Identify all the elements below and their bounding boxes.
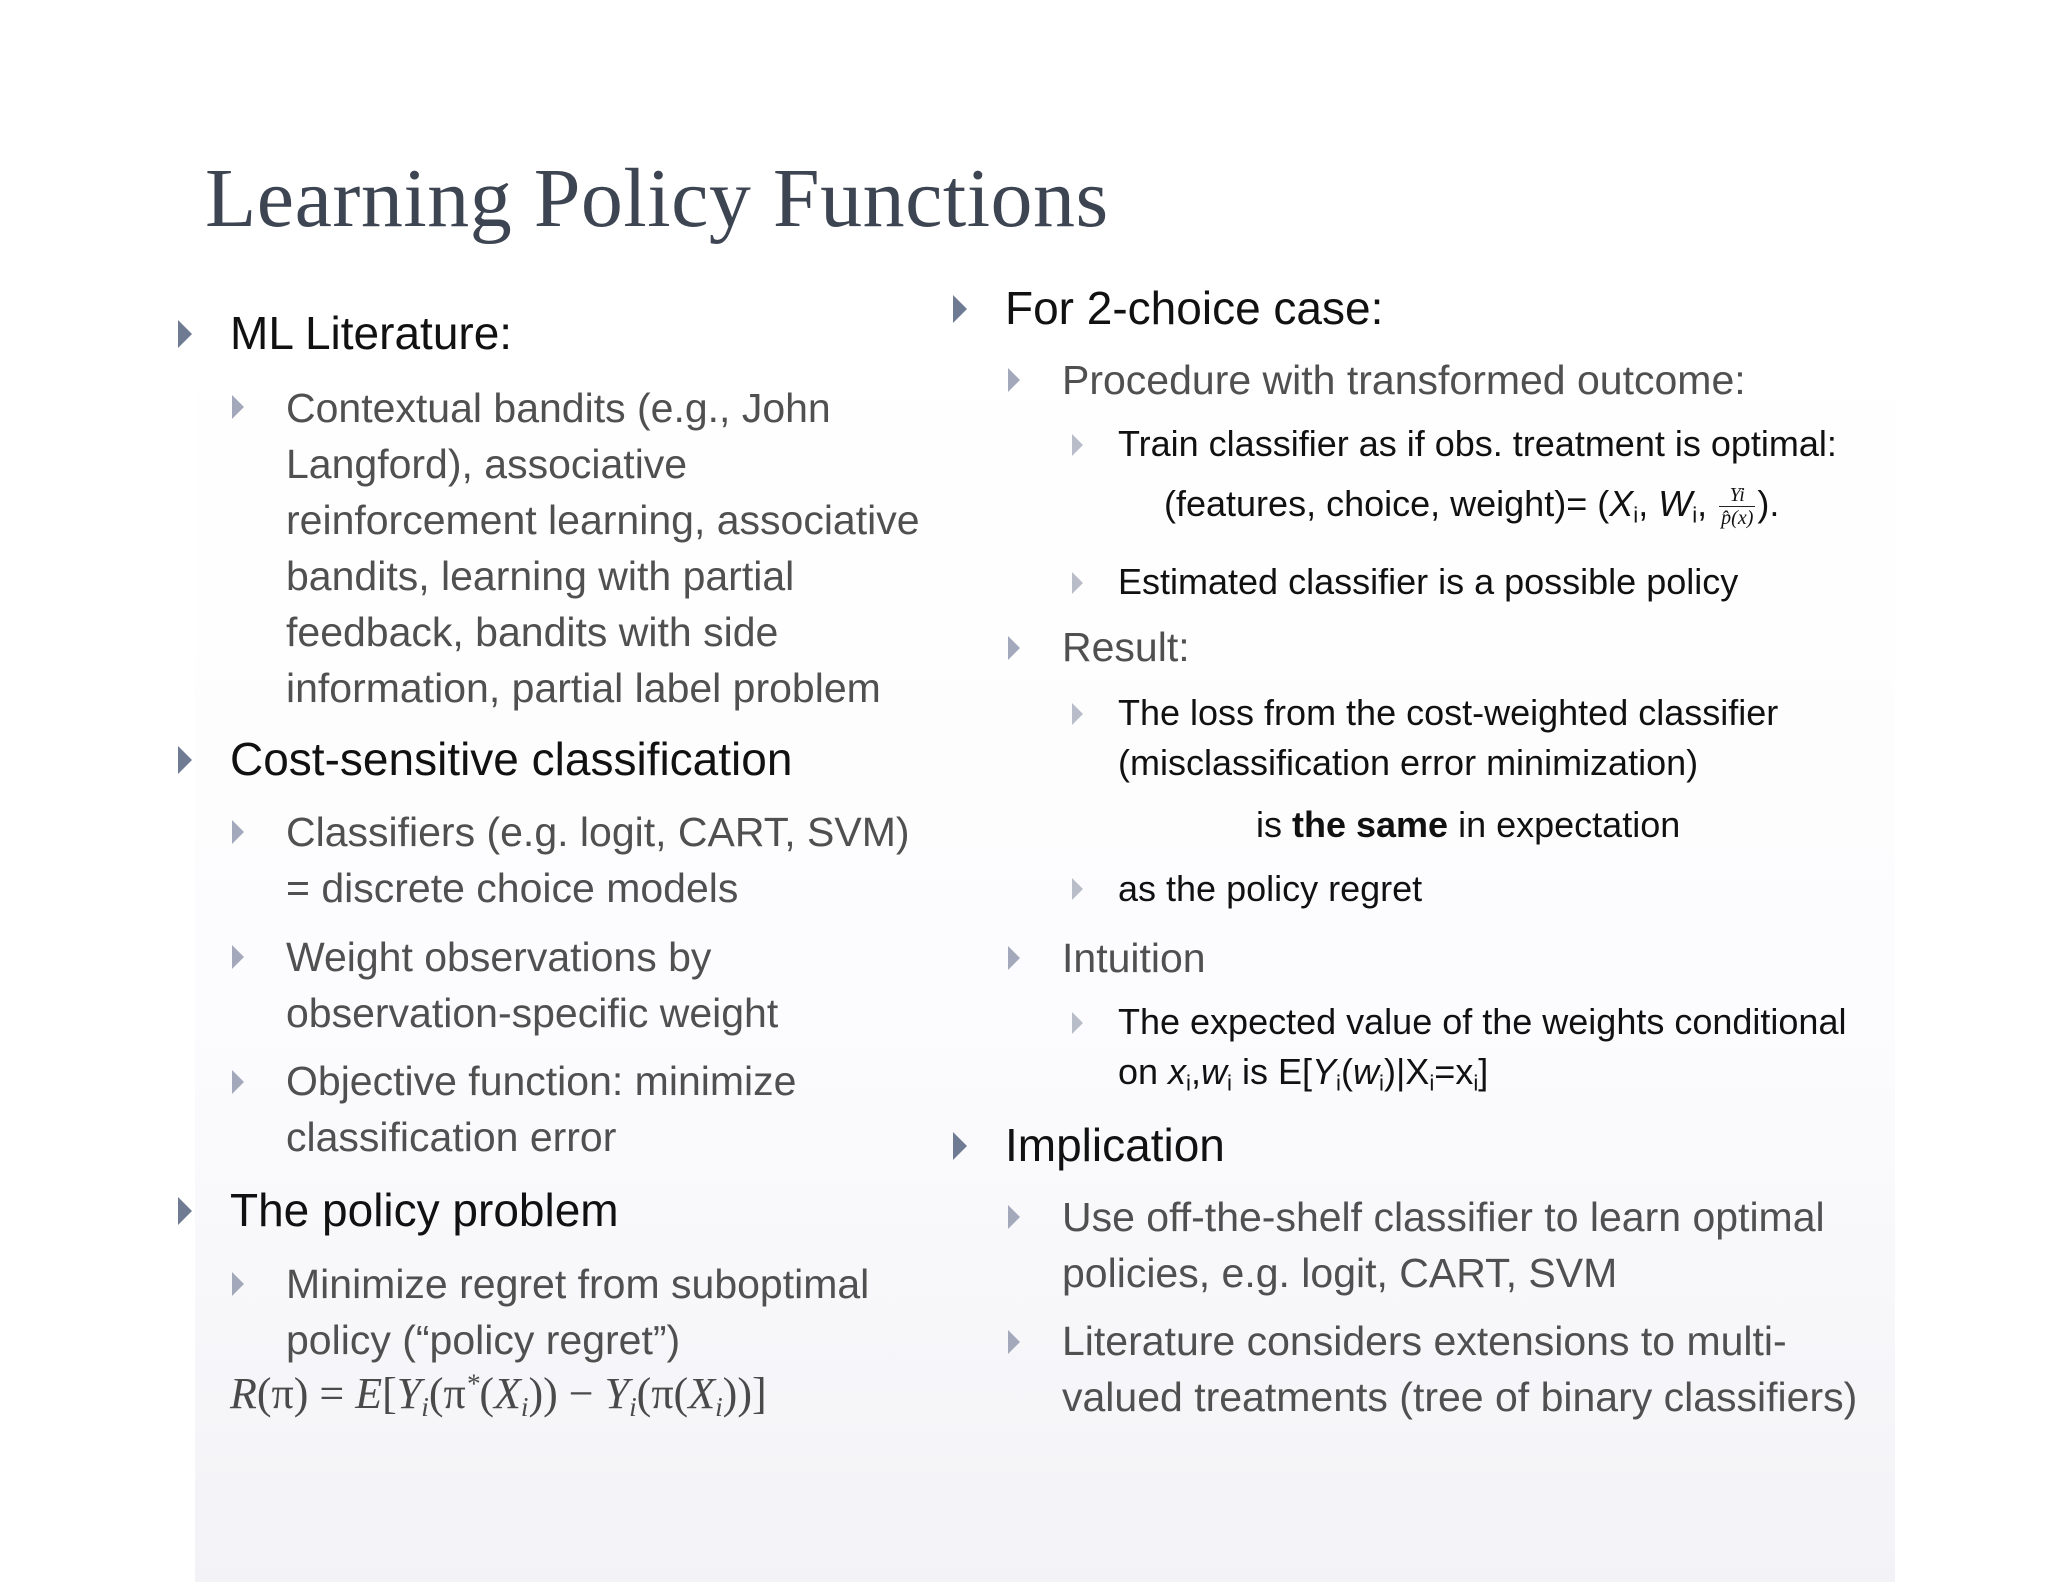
estimated-classifier-text: Estimated classifier is a possible policy (1118, 561, 1739, 602)
procedure-text: Procedure with transformed outcome: (1062, 357, 1746, 403)
objective-function-text: Objective function: minimize classification error (286, 1058, 797, 1160)
bullet-icon (232, 945, 244, 969)
bullet-icon (953, 295, 967, 323)
off-the-shelf-text: Use off-the-shelf classifier to learn optimal policies, e.g. logit, CART, SVM (1062, 1194, 1825, 1296)
bullet-icon (232, 395, 244, 419)
policy-regret-text: as the policy regret (1118, 868, 1423, 909)
bullet-icon (1072, 434, 1083, 456)
intuition-text: Intuition (1062, 935, 1206, 981)
bullet-icon (178, 320, 192, 348)
bullet-icon (1072, 572, 1083, 594)
heading-two-choice: For 2-choice case: (1005, 282, 1384, 334)
bullet-icon (232, 1272, 244, 1296)
result-text: Result: (1062, 624, 1190, 670)
loss-text: The loss from the cost-weighted classifier (misclassification error minimization) (1118, 692, 1779, 783)
weight-fraction: $\frac{Yi}{p̂(x)}$ (1721, 483, 1754, 529)
bullet-icon (1072, 1012, 1083, 1034)
heading-ml-literature: ML Literature: (230, 307, 513, 359)
bullet-icon (1008, 1330, 1020, 1354)
multi-valued-text: Literature considers extensions to multi- valued treatments (tree of binary classifiers) (1062, 1318, 1858, 1420)
bullet-icon (232, 820, 244, 844)
bullet-icon (1008, 946, 1020, 970)
bullet-icon (1008, 636, 1020, 660)
bullet-icon (178, 746, 192, 774)
classifiers-text: Classifiers (e.g. logit, CART, SVM) = discrete choice models (286, 809, 910, 911)
bullet-icon (178, 1197, 192, 1225)
weight-observations-text: Weight observations by observation-specific weight (286, 934, 779, 1036)
heading-policy-problem: The policy problem (230, 1184, 619, 1236)
bullet-icon (232, 1070, 244, 1094)
contextual-bandits-text: Contextual bandits (e.g., John Langford), associative reinforcement learning, associative bandits, learning with partial feedback, bandits with side information, partial label problem (286, 385, 920, 711)
bullet-icon (1008, 1205, 1020, 1229)
heading-cost-sensitive: Cost-sensitive classification (230, 733, 793, 785)
train-classifier-text: Train classifier as if obs. treatment is optimal: (1118, 423, 1837, 464)
heading-implication: Implication (1005, 1119, 1225, 1171)
regret-formula: $R(\pi) = E[Y_i(\pi^*(X_i)) - Y_i(\pi(X_i))]$ (230, 1368, 767, 1423)
bullet-icon (953, 1132, 967, 1160)
bullet-icon (1072, 878, 1083, 900)
slide-title: Learning Policy Functions (205, 152, 1109, 245)
features-tuple: (features, choice, weight)= ($X_i$, $W_i$, $\frac{Yi}{p̂(x)}$ ). (1164, 483, 1780, 529)
same-in-expectation-text: is the same in expectation (1256, 804, 1681, 845)
bullet-icon (1008, 368, 1020, 392)
expected-value-text: The expected value of the weights conditional on $x_i,w_i$ is $E[Y_i(w_i)|X_i=x_i]$ (1118, 1001, 1847, 1096)
bullet-icon (1072, 703, 1083, 725)
minimize-regret-text: Minimize regret from suboptimal policy (“policy regret”) (286, 1261, 870, 1363)
